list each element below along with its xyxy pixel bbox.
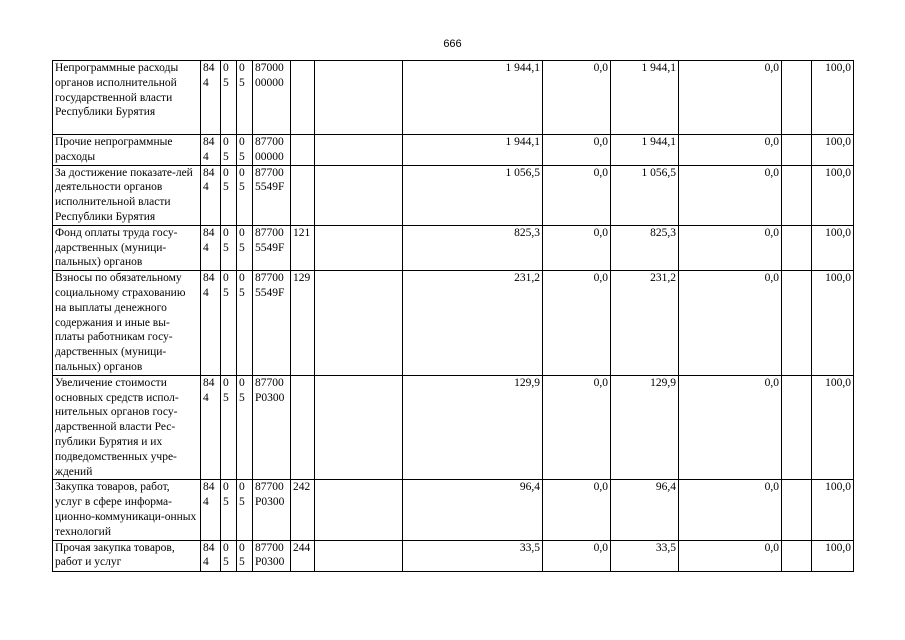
- ministry-code: 844: [201, 480, 221, 540]
- execution-percent: 100,0: [812, 165, 854, 225]
- empty-cell: [782, 375, 812, 480]
- row-name: Фонд оплаты труда госу-дарственных (муници-пальных) органов: [53, 225, 201, 270]
- empty-cell: [782, 271, 812, 376]
- deviation-amount: 0,0: [679, 165, 782, 225]
- ministry-code: 844: [201, 135, 221, 166]
- executed-amount: 1 944,1: [611, 61, 679, 135]
- row-name: Непрограммные расходы органов исполнительной государственной власти Республики Бурятия: [53, 61, 201, 135]
- target-article-code: 87700 5549F: [253, 165, 291, 225]
- approved-amount: 825,3: [403, 225, 543, 270]
- execution-percent: 100,0: [812, 271, 854, 376]
- executed-amount: 1 056,5: [611, 165, 679, 225]
- ministry-code: 844: [201, 225, 221, 270]
- target-article-code: 87700 Р0300: [253, 480, 291, 540]
- ministry-code: 844: [201, 271, 221, 376]
- section-code: 05: [221, 135, 237, 166]
- target-article-code: 87000 00000: [253, 61, 291, 135]
- ministry-code: 844: [201, 165, 221, 225]
- execution-percent: 100,0: [812, 480, 854, 540]
- ministry-code: 844: [201, 61, 221, 135]
- expense-type-code: 242: [291, 480, 315, 540]
- expense-type-code: [291, 165, 315, 225]
- executed-amount: 96,4: [611, 480, 679, 540]
- empty-cell: [315, 135, 403, 166]
- target-article-code: 87700 Р0300: [253, 540, 291, 571]
- empty-cell: [782, 225, 812, 270]
- ministry-code: 844: [201, 375, 221, 480]
- budget-table: [52, 60, 854, 572]
- deviation-amount: 0,0: [679, 375, 782, 480]
- table-row: [53, 540, 854, 571]
- change-amount: 0,0: [543, 375, 611, 480]
- execution-percent: 100,0: [812, 225, 854, 270]
- executed-amount: 129,9: [611, 375, 679, 480]
- change-amount: 0,0: [543, 540, 611, 571]
- execution-percent: 100,0: [812, 540, 854, 571]
- deviation-amount: 0,0: [679, 271, 782, 376]
- section-code: 05: [221, 225, 237, 270]
- deviation-amount: 0,0: [679, 61, 782, 135]
- deviation-amount: 0,0: [679, 540, 782, 571]
- row-name: Прочие непрограммные расходы: [53, 135, 201, 166]
- deviation-amount: 0,0: [679, 135, 782, 166]
- approved-amount: 1 056,5: [403, 165, 543, 225]
- empty-cell: [315, 165, 403, 225]
- empty-cell: [782, 480, 812, 540]
- change-amount: 0,0: [543, 225, 611, 270]
- approved-amount: 129,9: [403, 375, 543, 480]
- empty-cell: [315, 540, 403, 571]
- execution-percent: 100,0: [812, 61, 854, 135]
- table-body: [53, 61, 854, 572]
- empty-cell: [782, 540, 812, 571]
- row-name: Увеличение стоимости основных средств испол-нительных органов госу-дарственной власти Рес-публики Бурятия и их подведомственных учре-ждений: [53, 375, 201, 480]
- section-code: 05: [221, 271, 237, 376]
- executed-amount: 1 944,1: [611, 135, 679, 166]
- deviation-amount: 0,0: [679, 480, 782, 540]
- section-code: 05: [221, 375, 237, 480]
- execution-percent: 100,0: [812, 375, 854, 480]
- execution-percent: 100,0: [812, 135, 854, 166]
- change-amount: 0,0: [543, 61, 611, 135]
- expense-type-code: 129: [291, 271, 315, 376]
- section-code: 05: [221, 540, 237, 571]
- deviation-amount: 0,0: [679, 225, 782, 270]
- empty-cell: [315, 480, 403, 540]
- approved-amount: 1 944,1: [403, 61, 543, 135]
- empty-cell: [782, 135, 812, 166]
- section-code: 05: [221, 61, 237, 135]
- subsection-code: 05: [237, 271, 253, 376]
- executed-amount: 33,5: [611, 540, 679, 571]
- page-number: 666: [443, 38, 462, 50]
- subsection-code: 05: [237, 540, 253, 571]
- expense-type-code: [291, 375, 315, 480]
- change-amount: 0,0: [543, 135, 611, 166]
- row-name: Взносы по обязательному социальному страхованию на выплаты денежного содержания и иные вы-платы работникам госу-дарственных (муници-пальных) органов: [53, 271, 201, 376]
- row-name: За достижение показате-лей деятельности органов исполнительной власти Республики Бурятия: [53, 165, 201, 225]
- empty-cell: [315, 61, 403, 135]
- empty-cell: [315, 375, 403, 480]
- target-article-code: 87700 5549F: [253, 271, 291, 376]
- expense-type-code: [291, 61, 315, 135]
- empty-cell: [315, 271, 403, 376]
- row-name: Прочая закупка товаров, работ и услуг: [53, 540, 201, 571]
- subsection-code: 05: [237, 165, 253, 225]
- empty-cell: [315, 225, 403, 270]
- table-row: [53, 135, 854, 166]
- subsection-code: 05: [237, 61, 253, 135]
- expense-type-code: 121: [291, 225, 315, 270]
- subsection-code: 05: [237, 135, 253, 166]
- target-article-code: 87700 00000: [253, 135, 291, 166]
- expense-type-code: [291, 135, 315, 166]
- change-amount: 0,0: [543, 480, 611, 540]
- empty-cell: [782, 165, 812, 225]
- change-amount: 0,0: [543, 271, 611, 376]
- approved-amount: 231,2: [403, 271, 543, 376]
- change-amount: 0,0: [543, 165, 611, 225]
- subsection-code: 05: [237, 225, 253, 270]
- row-name: Закупка товаров, работ, услуг в сфере информа-ционно-коммуникаци-онных технологий: [53, 480, 201, 540]
- target-article-code: 87700 5549F: [253, 225, 291, 270]
- approved-amount: 1 944,1: [403, 135, 543, 166]
- subsection-code: 05: [237, 480, 253, 540]
- empty-cell: [782, 61, 812, 135]
- target-article-code: 87700 Р0300: [253, 375, 291, 480]
- table-row: [53, 225, 854, 270]
- table-row: [53, 271, 854, 376]
- executed-amount: 825,3: [611, 225, 679, 270]
- expense-type-code: 244: [291, 540, 315, 571]
- table-row: [53, 61, 854, 135]
- section-code: 05: [221, 480, 237, 540]
- section-code: 05: [221, 165, 237, 225]
- table-row: [53, 165, 854, 225]
- executed-amount: 231,2: [611, 271, 679, 376]
- table-row: [53, 375, 854, 480]
- table-row: [53, 480, 854, 540]
- approved-amount: 33,5: [403, 540, 543, 571]
- subsection-code: 05: [237, 375, 253, 480]
- ministry-code: 844: [201, 540, 221, 571]
- approved-amount: 96,4: [403, 480, 543, 540]
